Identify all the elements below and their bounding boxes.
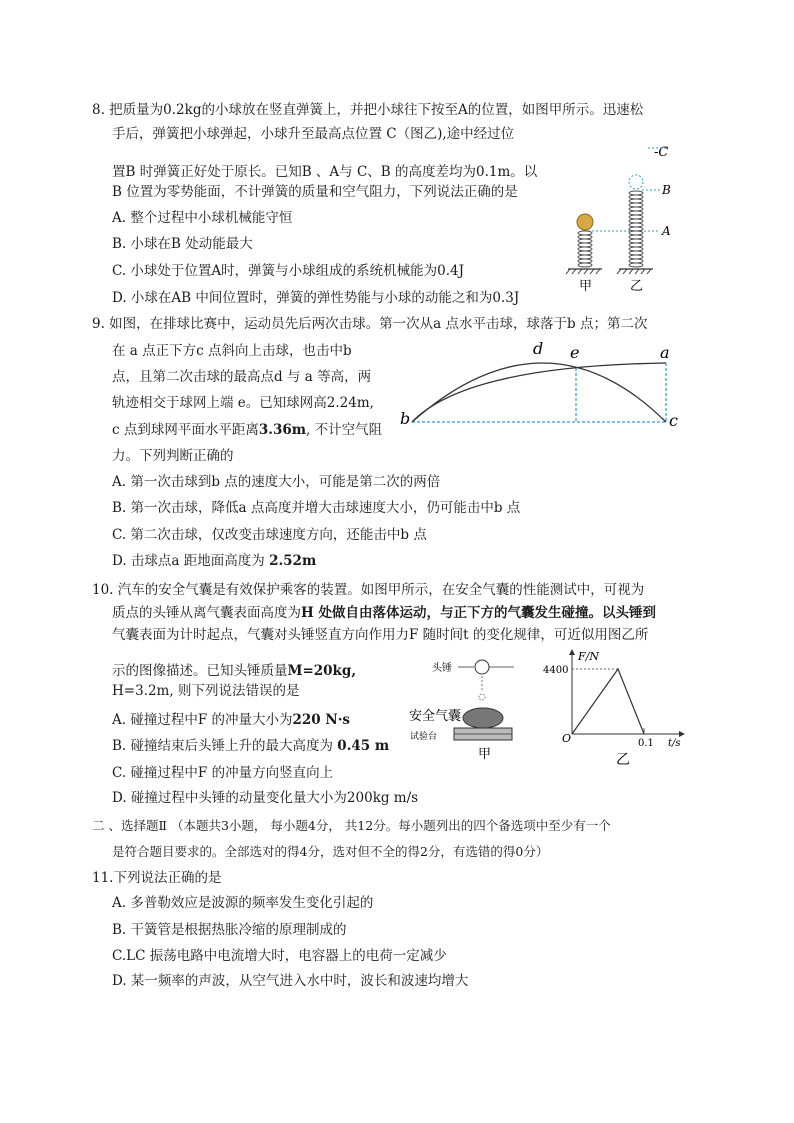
q11-option-d: D. 某一频率的声波，从空气进入水中时，波长和波速均增大 bbox=[112, 973, 469, 989]
q9-stem-line1: 9. 如图，在排球比赛中，运动员先后两次击球。第一次从a 点水平击球，球落于b 点；第二次 bbox=[92, 316, 648, 332]
q10-stem-line1: 10. 汽车的安全气囊是有效保护乘客的装置。如图甲所示，在安全气囊的性能测试中，可视为 bbox=[92, 582, 645, 598]
label-c: -C bbox=[654, 145, 669, 160]
q9-trajectory-figure bbox=[396, 340, 686, 432]
q10-force-time-graph bbox=[540, 646, 690, 770]
q10-stem-line4: 示的图像描述。已知头锤质量M=20kg, bbox=[112, 663, 357, 679]
section-2-header-line1: 二 、选择题Ⅱ （本题共3小题， 每小题4分， 共12分。每小题列出的四个备选项中至少有一个 bbox=[92, 818, 611, 833]
x-axis-label: t/s bbox=[668, 738, 681, 749]
label-stand: 试验台 bbox=[410, 732, 438, 742]
q11-option-a: A. 多普勒效应是波源的频率发生变化引起的 bbox=[112, 895, 374, 911]
q10-option-c: C. 碰撞过程中F 的冲量方向竖直向上 bbox=[112, 765, 334, 781]
q8-option-d: D. 小球在AB 中间位置时，弹簧的弹性势能与小球的动能之和为0.3J bbox=[112, 290, 520, 306]
label-a: a bbox=[660, 343, 670, 362]
label-b: B bbox=[662, 183, 671, 197]
q11-option-b: B. 干簧管是根据热胀冷缩的原理制成的 bbox=[112, 922, 347, 938]
q10-option-a: A. 碰撞过程中F 的冲量大小为220 N·s bbox=[112, 712, 351, 728]
q9-stem-line6: 力。下列判断正确的 bbox=[112, 448, 234, 464]
label-d: d bbox=[533, 340, 544, 358]
q8-option-c: C. 小球处于位置A时，弹簧与小球组成的系统机械能为0.4J bbox=[112, 263, 465, 279]
spring-yi bbox=[629, 191, 643, 267]
q8-option-a: A. 整个过程中小球机械能守恒 bbox=[112, 210, 293, 226]
spring-jia bbox=[578, 231, 592, 267]
label-airbag: 安全气囊 bbox=[409, 709, 462, 724]
caption-jia: 甲 bbox=[579, 279, 593, 294]
q8-stem-line2: 手后，弹簧把小球弹起，小球升至最高点位置 C（图乙),途中经过位 bbox=[112, 126, 515, 142]
q9-stem-line5: c 点到球网平面水平距离3.36m, 不计空气阻 bbox=[112, 422, 383, 438]
label-a: A bbox=[662, 224, 671, 238]
airbag bbox=[463, 708, 503, 728]
label-e: e bbox=[570, 343, 580, 362]
q9-option-d: D. 击球点a 距地面高度为 2.52m bbox=[112, 553, 317, 569]
caption-yi: 乙 bbox=[616, 752, 630, 768]
q8-stem-line3: 置B 时弹簧正好处于原长。已知B 、A与 C、B 的高度差均为0.1m。以 bbox=[112, 164, 538, 180]
y-axis-label: F/N bbox=[578, 650, 599, 663]
label-c: c bbox=[669, 411, 678, 430]
q11-option-c: C.LC 振荡电路中电流增大时，电容器上的电荷一定减少 bbox=[112, 948, 447, 964]
label-b: b bbox=[400, 409, 411, 428]
q10-stem-line2: 质点的头锤从离气囊表面高度为H 处做自由落体运动，与正下方的气囊发生碰撞。以头锤到 bbox=[112, 605, 656, 621]
q10-option-b: B. 碰撞结束后头锤上升的最大高度为 0.45 m bbox=[112, 738, 390, 754]
q9-stem-line2: 在 a 点正下方c 点斜向上击球，也击中b bbox=[112, 343, 352, 359]
q9-option-c: C. 第二次击球，仅改变击球速度方向，还能击中b 点 bbox=[112, 527, 427, 543]
ball-yi-ghost bbox=[629, 175, 643, 189]
label-head: 头锤 bbox=[432, 663, 452, 674]
q10-airbag-figure bbox=[404, 654, 528, 762]
caption-yi: 乙 bbox=[630, 279, 644, 294]
origin-label: O bbox=[562, 732, 572, 745]
y-tick-4400: 4400 bbox=[543, 665, 569, 676]
x-tick-0.1: 0.1 bbox=[638, 738, 654, 749]
head-hammer bbox=[475, 660, 489, 674]
q8-spring-figure bbox=[556, 140, 676, 300]
q9-option-b: B. 第一次击球，降低a 点高度并增大击球速度大小，仍可能击中b 点 bbox=[112, 500, 521, 516]
q10-option-d: D. 碰撞过程中头锤的动量变化量大小为200kg m/s bbox=[112, 790, 419, 806]
ball-jia bbox=[577, 214, 593, 230]
q8-stem-line4: B 位置为零势能面，不计弹簧的质量和空气阻力，下列说法正确的是 bbox=[112, 184, 518, 200]
q11-stem: 11.下列说法正确的是 bbox=[92, 870, 222, 886]
q9-stem-line4: 轨迹相交于球网上端 e。已知球网高2.24m, bbox=[112, 395, 374, 411]
section-2-header-line2: 是符合题目要求的。全部选对的得4分，选对但不全的得2分，有选错的得0分） bbox=[112, 844, 549, 859]
q8-stem-line1: 8. 把质量为0.2kg的小球放在竖直弹簧上，并把小球往下按至A的位置，如图甲所示。迅速松 bbox=[92, 102, 644, 118]
caption-jia: 甲 bbox=[478, 747, 492, 762]
q10-stem-line5: H=3.2m, 则下列说法错误的是 bbox=[112, 683, 300, 699]
q10-stem-line3: 气囊表面为计时起点，气囊对头锤竖直方向作用力F 随时间t 的变化规律，可近似用图乙所 bbox=[112, 627, 649, 643]
q9-stem-line3: 点，且第二次击球的最高点d 与 a 等高，两 bbox=[112, 369, 372, 385]
q9-option-a: A. 第一次击球到b 点的速度大小，可能是第二次的两倍 bbox=[112, 474, 441, 490]
q8-option-b: B. 小球在B 处动能最大 bbox=[112, 236, 253, 252]
force-curve bbox=[572, 669, 644, 734]
